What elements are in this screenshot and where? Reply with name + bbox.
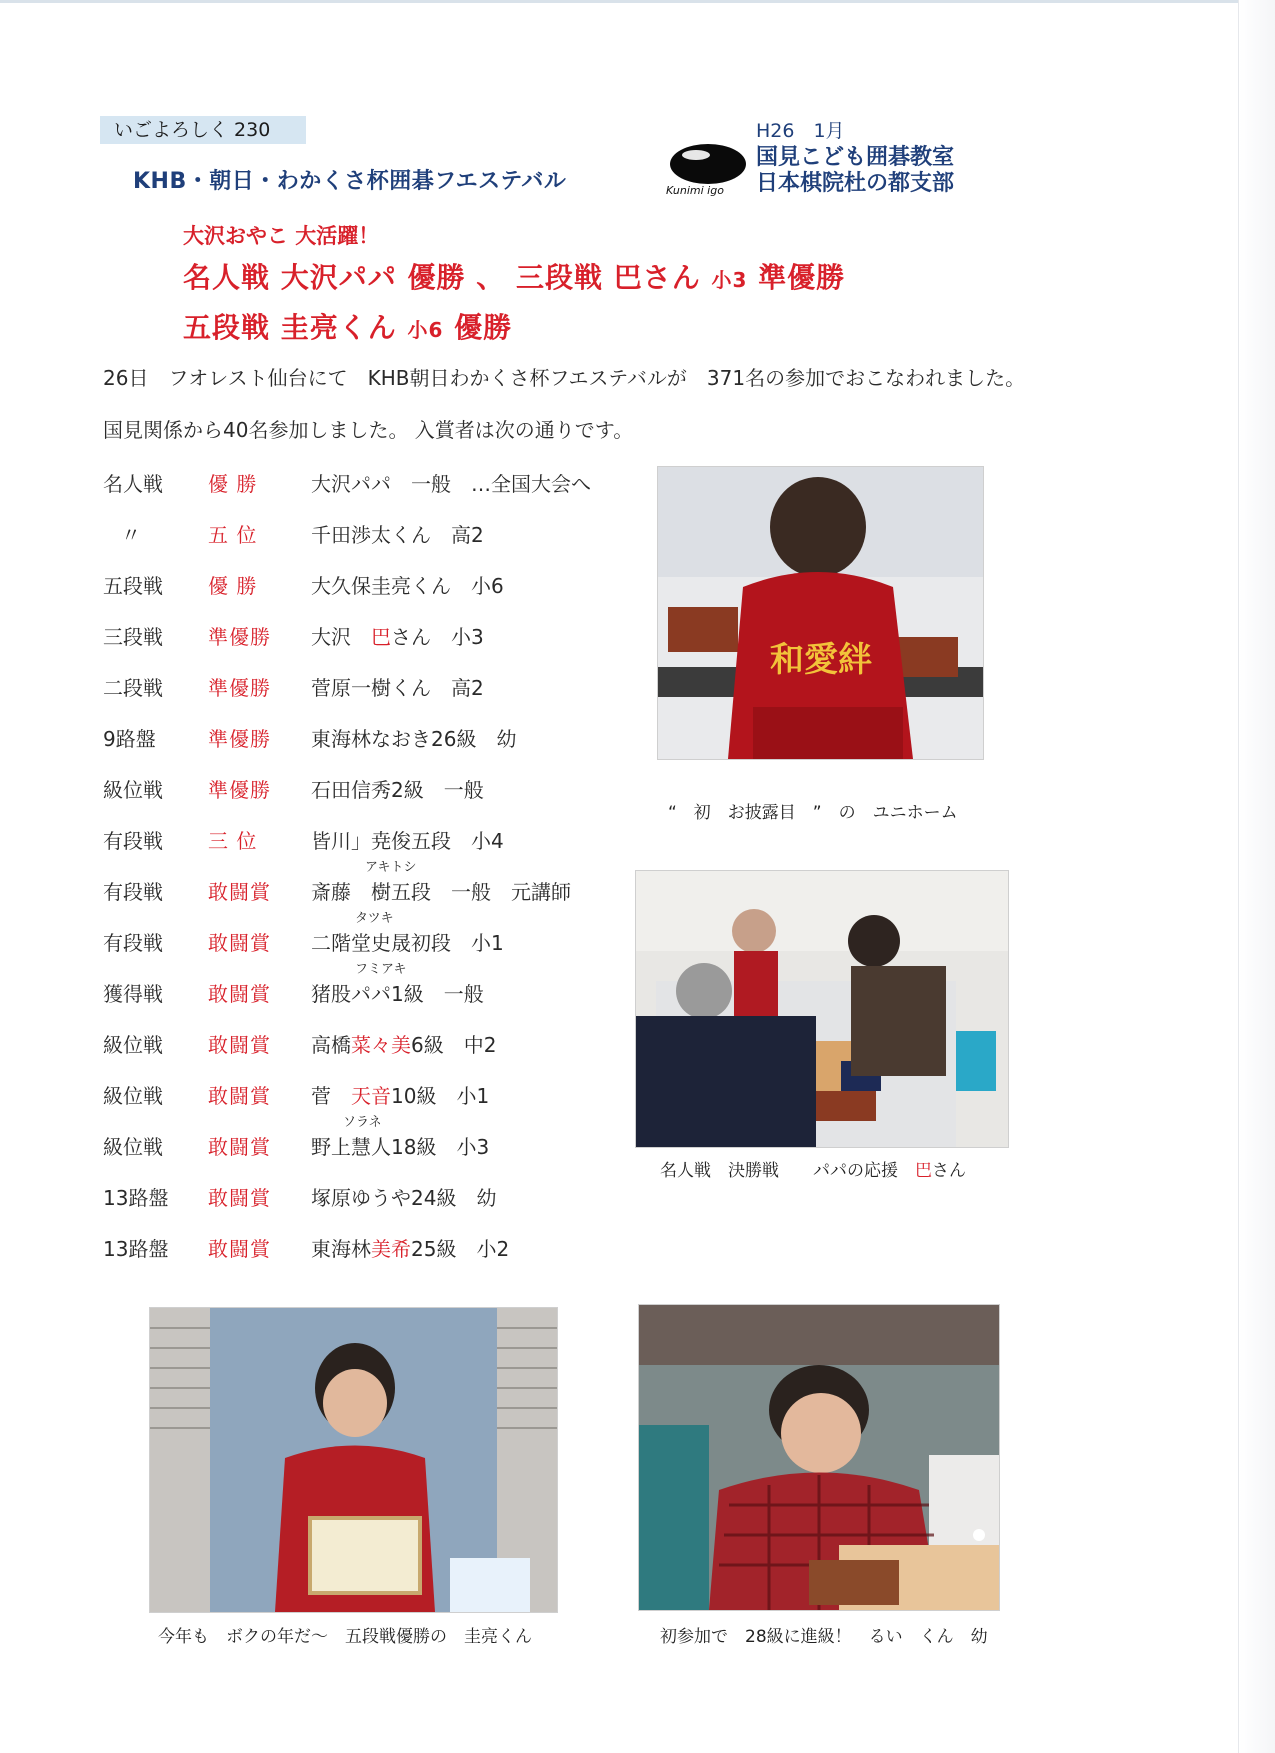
winner-name-highlight: 巴 xyxy=(371,625,391,649)
result-winner xyxy=(311,672,484,701)
result-winner xyxy=(311,1080,489,1109)
headline-grade: 小6 xyxy=(407,318,444,342)
result-winner xyxy=(311,570,504,599)
result-category: 級位戦 xyxy=(103,778,163,802)
name-reading: フミアキ xyxy=(355,962,407,977)
result-winner xyxy=(311,927,504,956)
result-category: 級位戦 xyxy=(103,1135,163,1159)
headline-main: 大沢おやこ 大活躍！ xyxy=(183,224,380,248)
winner-text: 菅原一樹くん 高2 xyxy=(311,676,484,700)
name-reading: アキトシ xyxy=(365,860,417,875)
result-category: 二段戦 xyxy=(103,676,163,700)
result-place: 敢闘賞 xyxy=(208,982,271,1006)
result-place: 準優勝 xyxy=(208,676,271,700)
winner-text: 高橋 xyxy=(311,1033,351,1057)
result-winner xyxy=(311,621,484,650)
result-category: 有段戦 xyxy=(103,880,163,904)
intro-paragraph: 26日 フオレスト仙台にて KHB朝日わかくさ杯フエステバルが 371名の参加でおこなわれました。 xyxy=(103,366,1026,390)
result-category: 三段戦 xyxy=(103,625,163,649)
result-row xyxy=(103,1072,663,1123)
result-winner xyxy=(311,1029,496,1058)
result-row xyxy=(103,962,663,1021)
school-name: 国見こども囲碁教室 xyxy=(756,145,955,170)
winner-text: 菅 xyxy=(311,1084,351,1108)
result-category: 有段戦 xyxy=(103,829,163,853)
winner-text: 千田渉太くん 高2 xyxy=(311,523,484,547)
headline-grade: 小3 xyxy=(711,268,748,292)
winner-text: 6級 中2 xyxy=(411,1033,497,1057)
result-place: 敢闘賞 xyxy=(208,1084,271,1108)
result-winner xyxy=(311,723,516,752)
result-winner xyxy=(311,774,484,803)
result-category: 名人戦 xyxy=(103,472,163,496)
result-category: 級位戦 xyxy=(103,1084,163,1108)
result-place: 準優勝 xyxy=(208,727,271,751)
intro-paragraph: 国見関係から40名参加しました。 入賞者は次の通りです。 xyxy=(103,418,634,442)
winner-text: 東海林なおき26級 幼 xyxy=(311,727,517,751)
result-winner xyxy=(311,1233,509,1262)
result-place: 敢闘賞 xyxy=(208,1033,271,1057)
result-row xyxy=(103,1021,663,1072)
result-winner xyxy=(311,468,591,497)
winner-text: 大沢 xyxy=(311,625,371,649)
winner-text: 二階堂史晟初段 小1 xyxy=(311,931,504,955)
winner-text: さん 小3 xyxy=(391,625,484,649)
result-place: 敢闘賞 xyxy=(208,880,271,904)
winner-name-highlight: 菜々美 xyxy=(351,1033,411,1057)
result-place: 優 勝 xyxy=(208,574,258,598)
result-row xyxy=(103,460,663,511)
winner-text: 25級 小2 xyxy=(411,1237,510,1261)
photo-caption: 今年も ボクの年だ～ 五段戦優勝の 圭亮くん xyxy=(158,1627,532,1647)
logo-text: Kunimi igo xyxy=(666,184,724,197)
result-row xyxy=(103,1115,663,1174)
event-title: KHB・朝日・わかくさ杯囲碁フエステバル xyxy=(133,169,567,194)
result-place: 準優勝 xyxy=(208,778,271,802)
winner-text: 皆川」尭俊五段 小4 xyxy=(311,829,504,853)
result-place: 敢闘賞 xyxy=(208,1186,271,1210)
winner-name-highlight: 美希 xyxy=(371,1237,411,1261)
name-reading: タツキ xyxy=(355,911,394,926)
result-row xyxy=(103,562,663,613)
result-winner xyxy=(311,519,484,548)
issue-date: H26 1月 xyxy=(756,120,845,142)
result-winner xyxy=(311,1182,496,1211)
winner-text: 斎藤 樹五段 一般 元講師 xyxy=(311,880,571,904)
caption-text: 名人戦 決勝戦 パパの応援 xyxy=(660,1161,915,1181)
winner-text: 野上慧人18級 小3 xyxy=(311,1135,490,1159)
result-winner xyxy=(311,1131,489,1160)
photo-final-match xyxy=(635,870,1009,1148)
result-row xyxy=(103,613,663,664)
headline-results-2 xyxy=(183,306,512,346)
result-place: 準優勝 xyxy=(208,625,271,649)
winner-text: 大久保圭亮くん 小6 xyxy=(311,574,504,598)
result-row xyxy=(103,511,663,562)
winner-text: 東海林 xyxy=(311,1237,371,1261)
result-place: 敢闘賞 xyxy=(208,931,271,955)
result-row xyxy=(103,1174,663,1225)
result-row xyxy=(103,715,663,766)
name-reading: ソラネ xyxy=(343,1115,382,1130)
page-edge-shadow xyxy=(1238,0,1275,1753)
result-place: 優 勝 xyxy=(208,472,258,496)
result-row xyxy=(103,1225,663,1276)
winner-text: 10級 小1 xyxy=(391,1084,490,1108)
winner-text: 大沢パパ 一般 …全国大会へ xyxy=(311,472,591,496)
result-place: 敢闘賞 xyxy=(208,1135,271,1159)
result-category: 9路盤 xyxy=(103,727,156,751)
headline-text: 名人戦 大沢パパ 優勝 、 三段戦 巴さん xyxy=(183,261,701,294)
result-row xyxy=(103,766,663,817)
winner-text: 猪股パパ1級 一般 xyxy=(311,982,484,1006)
headline-text: 準優勝 xyxy=(758,261,846,294)
photo-caption xyxy=(660,1156,966,1181)
result-category: 五段戦 xyxy=(103,574,163,598)
photo-winner-certificate xyxy=(149,1307,558,1613)
result-category: 級位戦 xyxy=(103,1033,163,1057)
result-winner xyxy=(311,978,484,1007)
headline-results-1 xyxy=(183,256,845,296)
caption-name: 巴 xyxy=(915,1161,932,1181)
results-list xyxy=(103,460,663,1276)
result-winner xyxy=(311,825,504,854)
result-place: 五 位 xyxy=(208,523,258,547)
result-category: 有段戦 xyxy=(103,931,163,955)
photo-first-participant xyxy=(638,1304,1000,1611)
winner-name-highlight: 天音 xyxy=(351,1084,391,1108)
caption-text: さん xyxy=(932,1161,966,1181)
result-place: 三 位 xyxy=(208,829,258,853)
result-winner xyxy=(311,876,571,905)
result-category: 獲得戦 xyxy=(103,982,163,1006)
photo-caption: “ 初 お披露目 ” の ユニホーム xyxy=(668,803,958,823)
headline-text: 五段戦 圭亮くん xyxy=(183,311,397,344)
winner-text: 塚原ゆうや24級 幼 xyxy=(311,1186,497,1210)
winner-text: 石田信秀2級 一般 xyxy=(311,778,484,802)
top-edge-line xyxy=(0,0,1275,3)
result-row xyxy=(103,664,663,715)
photo-uniform xyxy=(657,466,984,760)
branch-name: 日本棋院杜の都支部 xyxy=(756,171,955,196)
shirt-lettering: 和愛絆 xyxy=(770,640,872,680)
result-category: 〃 xyxy=(121,523,141,547)
result-category: 13路盤 xyxy=(103,1186,169,1210)
headline-text: 優勝 xyxy=(454,311,513,344)
photo-caption: 初参加で 28級に進級！ るい くん 幼 xyxy=(660,1627,988,1647)
result-place: 敢闘賞 xyxy=(208,1237,271,1261)
result-category: 13路盤 xyxy=(103,1237,169,1261)
issue-tag: いごよろしく 230 xyxy=(100,116,306,144)
